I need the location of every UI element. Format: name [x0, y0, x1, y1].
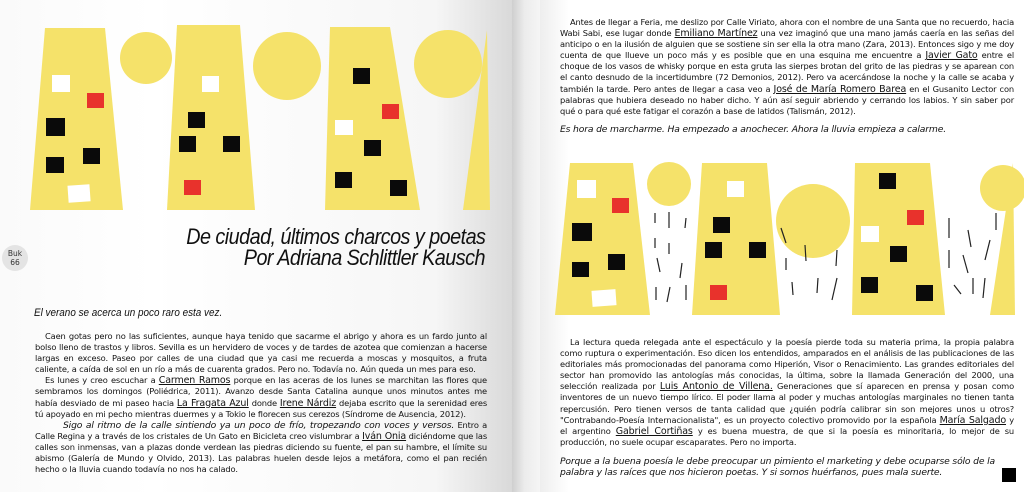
page-badge [2, 245, 28, 271]
text-span: porque en las aceras de los lunes se marchitan las flores que sembramos los domingos (Poliédrica, 2011). Avanzo desde Santa Catalina aunque unos minutos antes me había desviado de mi paseo hacia [35, 375, 487, 408]
text-span: entre el choque de los vasos de whisky porque en esta gruta las sierpes brotan del grito de las piedras y se aparean con el canto desnudo de la incertidumbre (72 Demonios, 2012). Pero va acercándose la noche y la calle se acaba y también la tarde. Pero antes de llegar a casa veo a [560, 50, 1014, 94]
window-square [202, 76, 219, 92]
page-gutter [512, 0, 540, 492]
right-column-text-bottom [560, 337, 1014, 479]
italic-text: Es hora de marcharme. Ha empezado a anochecer. Ahora la lluvia empieza a calarme. [560, 123, 946, 135]
window-square [353, 68, 370, 84]
page-number: 66 [10, 258, 20, 267]
paragraph [35, 420, 487, 475]
window-square [83, 148, 100, 164]
end-of-article-mark [1002, 468, 1016, 482]
paragraph [560, 17, 1014, 117]
author-link-javier-gato[interactable]: Javier Gato [925, 50, 978, 62]
italic-text: Porque a la buena poesía le debe preocupar un pimiento el marketing y debe ocuparse sólo de la palabra y las raíces que nos hicieron poetas. Y si somos huérfanos, pues mala suerte. [560, 455, 996, 479]
italic-line [560, 124, 1014, 135]
right-column-text-top [560, 17, 1014, 135]
author-link-jose-de-maria-romero-barea[interactable]: José de María Romero Barea [773, 83, 907, 95]
window-square [184, 180, 201, 195]
author-link-emiliano-martinez[interactable]: Emiliano Martínez [674, 28, 758, 40]
sun-circle [414, 30, 482, 98]
text-span: La lectura queda relegada ante el espectáculo y la poesía pierde toda su materia prima, la propia palabra como ruptura o experimentación. Eso dicen los entendidos, amparados en el análisis de las publicaciones de las editoriales más promocionadas del panorama como Hiperión, Visor o Renacimiento. Las grandes editoriales del sector han promovido las antologías más conocidas, la última, sobre la llamada Generación del 2000, una selección realizada por [560, 337, 1014, 392]
magazine-name: Buk [7, 249, 23, 258]
window-square [382, 104, 399, 119]
window-square [67, 184, 90, 202]
sun-circle [253, 32, 321, 100]
author-link-luis-antonio-de-villena[interactable]: Luis Antonio de Villena. [659, 381, 773, 393]
article-title: De ciudad, últimos charcos y poetas [185, 224, 485, 249]
text-span: y el argentino [560, 414, 1014, 436]
author-link-gabriel-cortinas[interactable]: Gabriel Cortiñas [615, 425, 693, 437]
text-span: Antes de llegar a Feria, me deslizo por Calle Viriato, ahora con el nombre de una Santa que no recuerdo, hacia Wabi Sabi, ese lugar donde [560, 17, 1014, 39]
city-illustration-top [0, 0, 512, 230]
sun-circle [120, 32, 172, 84]
paragraph [35, 375, 487, 419]
window-square [335, 120, 353, 135]
text-span: y es buena muestra, de que si la poesía es minoritaria, lo mejor de su producción, no suele ocupar escaparates. Pero no importa. [560, 425, 1015, 447]
window-square [223, 136, 240, 152]
author-link-carmen-ramos[interactable]: Carmen Ramos [158, 375, 231, 387]
venue-link-la-fragata-azul[interactable]: La Fragata Azul [176, 397, 249, 409]
article-byline: Por Adriana Schlittler Kausch [243, 245, 485, 270]
window-square [87, 93, 104, 108]
text-span: donde [248, 397, 280, 408]
window-square [179, 136, 196, 152]
window-square [335, 172, 352, 188]
text-span: diciéndome que las calles son inmensas, van a plazas donde verdean las piedras diciendo su fuente, el pan su hambre, el límite su abismo (Galería de Mundo y Olvido, 2013). Las palabras huelen desde lejos a metáfora, como el pan recién hecho o la lluvia cuando todavía no nos ha calado. [35, 430, 487, 475]
window-square [364, 140, 381, 156]
article-lead: El verano se acerca un poco raro esta vez. [34, 307, 223, 319]
author-link-maria-salgado[interactable]: María Salgado [939, 414, 1007, 426]
window-square [46, 118, 65, 136]
author-link-ivan-onia[interactable]: Iván Onia [362, 430, 407, 442]
left-column-text [35, 331, 487, 475]
paragraph [560, 337, 1014, 448]
window-square [390, 180, 407, 196]
text-span: Generaciones que sí aparecen en prensa y posan como inventores de un nuevo tiempo lírico. El poder llama al poder y muchas antologías marginales no tienen tanta repercusión. Pero tienen versos de tanta calidad que ¿quién podría calibrar sin son mejores unos u otros? "Contrabando-Poesía Internacionalista", es un proyecto colectivo promovido por la española [560, 381, 1015, 425]
building-shape [167, 25, 255, 210]
author-link-irene-nardiz[interactable]: Irene Nárdiz [279, 397, 337, 409]
text-span: Entro a Calle Regina y a través de los cristales de Un Gato en Bicicleta creo vislumbrar a [35, 419, 488, 441]
text-span: en el Gusanito Lector con palabras que hubiera deseado no haber dicho. Y aún así seguir abriendo y cerrando los labios. Y sin saber por qué o para qué este fatigar el corazón a base de latidos (Talismán, 2012). [560, 83, 1014, 116]
italic-text: Sigo al ritmo de la calle sintiendo ya un poco de frío, tropezando con voces y versos. [63, 419, 455, 431]
building-shape [30, 28, 123, 210]
closing-italic [560, 456, 1014, 479]
window-square [46, 157, 64, 173]
window-square [52, 75, 70, 92]
window-square [188, 112, 205, 128]
paragraph: Caen gotas pero no las suficientes, aunque haya tenido que sacarme el abrigo y ahora es un fardo junto al bolso lleno de trastos y libros. Sevilla es un hervidero de voces y de tardes de azotea que comienzan a hacerse largas en exceso. Paseo por calles de una ciudad que ya casi me recuerda a moscas y mosquitos, a fruta caliente, a caída de sol en un río a más de cuarenta grados. Pero no. Todavía no. Aún queda un mes para eso. [35, 331, 487, 375]
text-span: una vez imaginó que una mano jamás caería en las señas del anticipo o en la ilusión de alguien que se sostiene sin ser ella la otra mano (Zara, 2013). Entonces sigo y me doy cuenta de que llueve un poco más y es posible que en una esquina me encuentre a [560, 28, 1015, 61]
text-span: Es lunes y creo escuchar a [45, 375, 159, 386]
text-span: dejaba escrito que la serenidad eres tú apoyado en mi pecho mientras duermes y a Tokio le florecen sus cerezos (Síndrome de Ausencia, 2012). [35, 397, 487, 419]
